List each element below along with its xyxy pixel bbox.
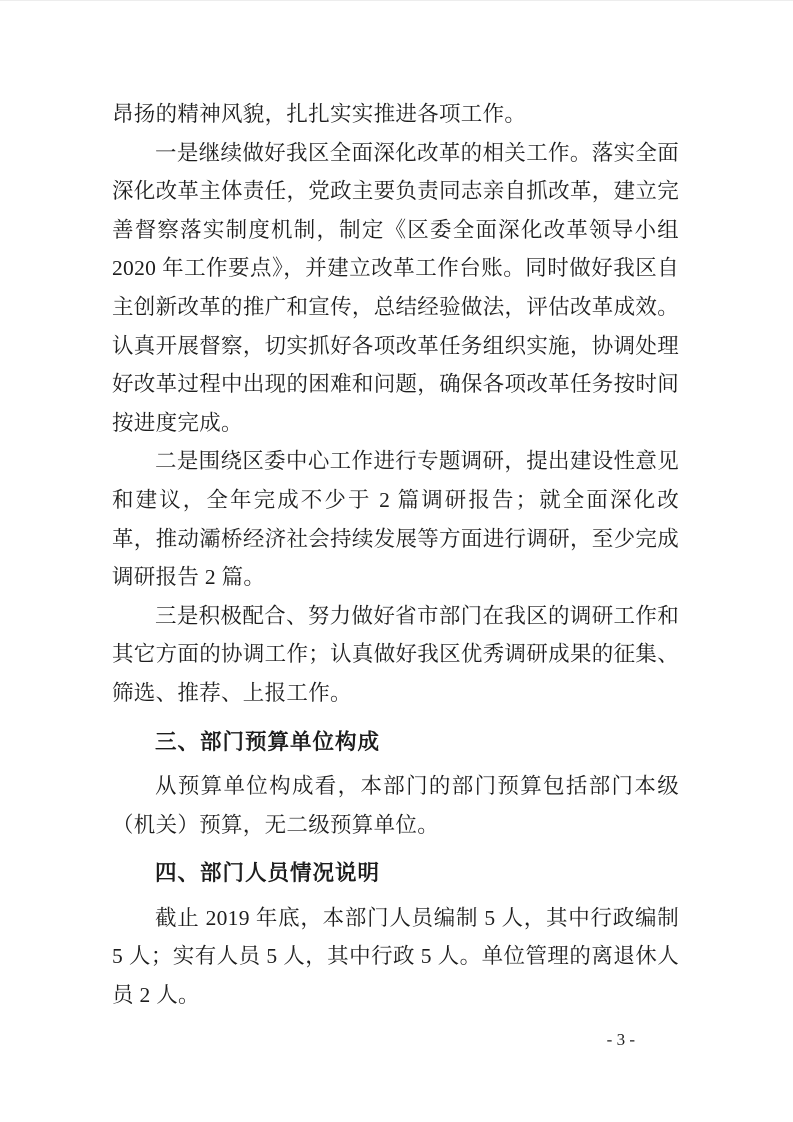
paragraph: 截止 2019 年底，本部门人员编制 5 人，其中行政编制 5 人；实有人员 5 人，其中行政 5 人。单位管理的离退休人员 2 人。 [112, 905, 679, 1008]
paragraph: 三是积极配合、努力做好省市部门在我区的调研工作和其它方面的协调工作；认真做好我区优秀调研成果的征集、筛选、推荐、上报工作。 [112, 603, 679, 705]
paragraph: 二是围绕区委中心工作进行专题调研，提出建设性意见和建议，全年完成不少于 2 篇调研报告；就全面深化改革，推动灞桥经济社会持续发展等方面进行调研，至少完成调研报告 2 篇。 [112, 449, 679, 590]
page-top-edge [0, 0, 793, 1]
section-heading: 四、部门人员情况说明 [155, 861, 381, 886]
paragraph: 从预算单位构成看，本部门的部门预算包括部门本级（机关）预算，无二级预算单位。 [112, 774, 679, 837]
page-number: - 3 - [606, 1030, 635, 1049]
document-body [112, 95, 679, 1015]
section-heading: 三、部门预算单位构成 [155, 729, 381, 754]
paragraph: 昂扬的精神风貌，扎扎实实推进各项工作。 [112, 102, 527, 126]
paragraph: 一是继续做好我区全面深化改革的相关工作。落实全面深化改革主体责任，党政主要负责同志亲自抓改革，建立完善督察落实制度机制，制定《区委全面深化改革领导小组 2020 年工作要点》，并建立改革工作台账。同时做好我区自主创新改革的推广和宣传，总结经验做法，评估改革成效。认真开展督察，切实抓好各项改革任务组织实施，协调处理好改革过程中出现的困难和问题，确保各项改革任务按时间按进度完成。 [112, 140, 679, 435]
